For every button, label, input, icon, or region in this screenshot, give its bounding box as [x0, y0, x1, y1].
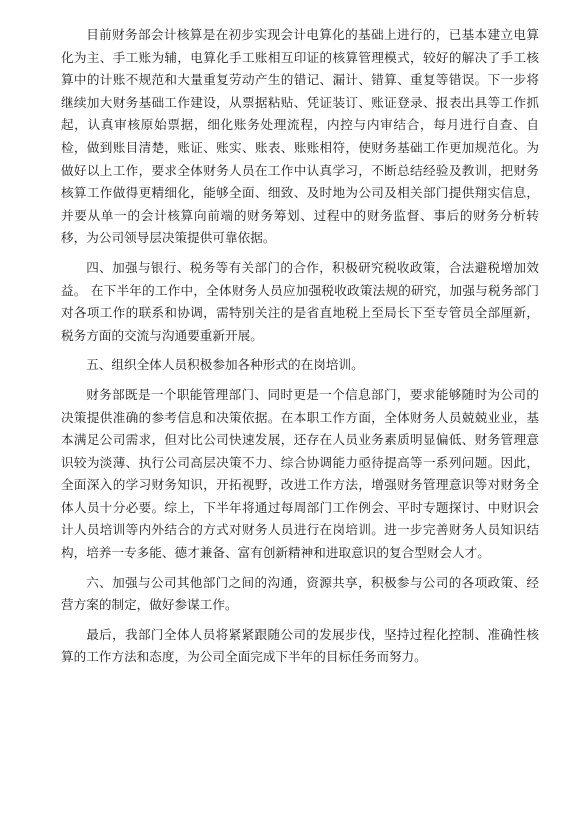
paragraph-training-detail: 财务部既是一个职能管理部门、同时更是一个信息部门，要求能够随时为公司的决策提供准确的参考信息和决策依据。在本职工作方面，全体财务人员兢兢业业，基本满足公司需求，但对比公司快速发展，还存在人员业务素质明显偏低、财务管理意识较为淡薄、执行公司高层决策不力、综合协调能力亟待提高等一系列问题。因此，全面深入的学习财务知识，开拓视野，改进工作方法，增强财务管理意识等对财务全体人员十分必要。综上，下半年将通过每周部门工作例会、平时专题探讨、中财识会计人员培训等内外结合的方式对财务人员进行在岗培训。进一步完善财务人员知识结构，培养一专多能、德才兼备、富有创新精神和进取意识的复合型财会人才。 — [61, 386, 539, 561]
document-body — [61, 24, 539, 676]
paragraph-accounting-basics: 目前财务部会计核算是在初步实现会计电算化的基础上进行的，已基本建立电算化为主、手工账为辅，电算化手工账相互印证的核算管理模式，较好的解决了手工核算中的计账不规范和大量重复劳动产生的错记、漏计、错算、重复等错误。下一步将继续加大财务基础工作建设，从票据粘贴、凭证装订、账证登录、报表出具等工作抓起，认真审核原始票据，细化账务处理流程，内控与内审结合，每月进行自查、自检，做到账目清楚，账证、账实、账表、账账相符，使财务基础工作更加规范化。为做好以上工作，要求全体财务人员在工作中认真学习，不断总结经验及教训，把财务核算工作做得更精细化，能够全面、细致、及时地为公司及相关部门提供翔实信息，并要从单一的会计核算向前端的财务筹划、过程中的财务监督、事后的财务分析转移，为公司领导层决策提供可靠依据。 — [61, 27, 539, 246]
paragraph-conclusion: 最后，我部门全体人员将紧紧跟随公司的发展步伐，坚持过程化控制、准确性核算的工作方法和态度，为公司全面完成下半年的目标任务而努力。 — [61, 626, 539, 665]
paragraph-tax-cooperation: 四、加强与银行、税务等有关部门的合作，积极研究税收政策，合法避税增加效益。 在下半年的工作中，全体财务人员应加强税收政策法规的研究，加强与税务部门对各项工作的联系和协调，需特别关注的是省直地税上至局长下至专管员全部厘新，税务方面的交流与沟通要重新开展。 — [61, 259, 539, 343]
paragraph-training-heading: 五、组织全体人员积极参加各种形式的在岗培训。 — [86, 357, 364, 373]
paragraph-communication: 六、加强与公司其他部门之间的沟通，资源共享，积极参与公司的各项政策、经营方案的制定，做好参谋工作。 — [61, 574, 539, 613]
